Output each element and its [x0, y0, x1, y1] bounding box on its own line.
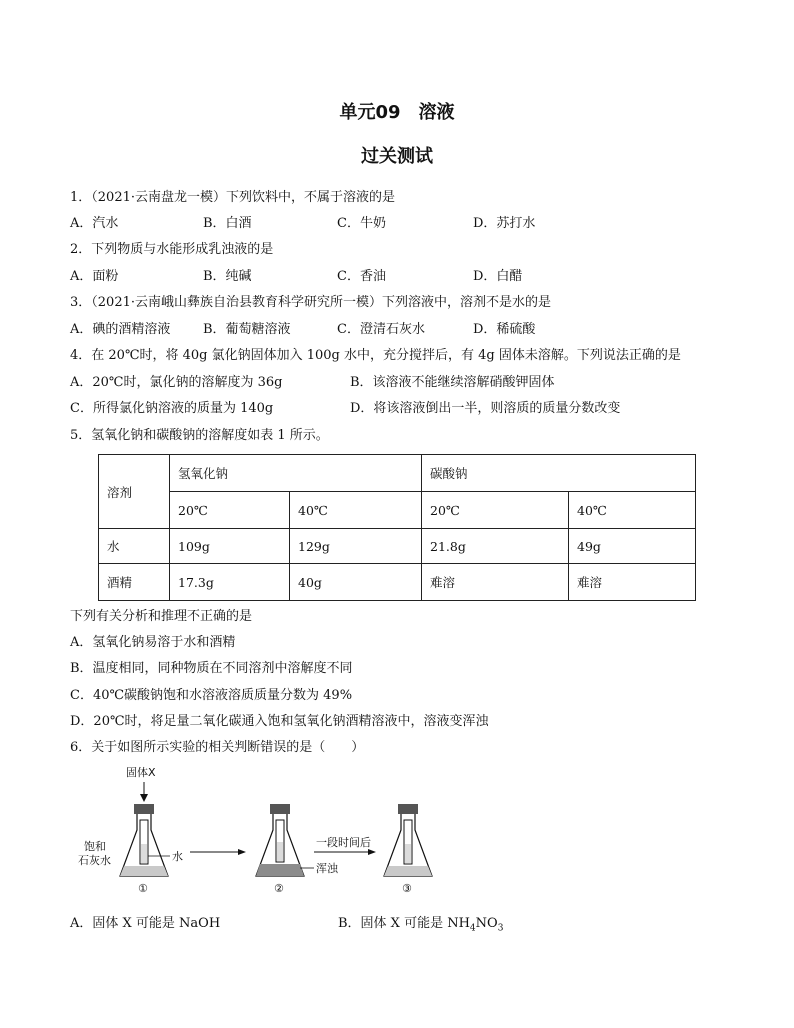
- table-row: [99, 564, 696, 601]
- solvent-header-cell: 溶剂: [99, 455, 170, 529]
- naoh-header-cell: 氢氧化钠: [170, 455, 422, 492]
- value-cell: 难溶: [569, 564, 696, 601]
- q4-option-d: D．将该溶液倒出一半，则溶质的质量分数改变: [350, 401, 621, 416]
- q5-option-d: D．20℃时，将足量二氧化碳通入饱和氢氧化钠酒精溶液中，溶液变浑浊: [70, 714, 489, 729]
- solid-arrow-head: [140, 794, 148, 802]
- table-temp-row: [99, 492, 696, 529]
- solubility-table: [98, 454, 696, 601]
- temp-cell: 40℃: [569, 492, 696, 529]
- q3-option-a: A．碘的酒精溶液: [70, 322, 171, 337]
- turbid-liquid: [256, 864, 304, 876]
- q4-option-b: B．该溶液不能继续溶解硝酸钾固体: [350, 375, 555, 390]
- limewater-liquid: [120, 866, 168, 876]
- q6-option-b-text: B．固体 X 可能是 NH: [338, 916, 470, 931]
- q4-option-c: C．所得氯化钠溶液的质量为 140g: [70, 401, 274, 416]
- tube-water: [405, 844, 411, 863]
- value-cell: 49g: [569, 529, 696, 564]
- time-label: 一段时间后: [316, 836, 371, 849]
- q5-option-b: B．温度相同，同种物质在不同溶剂中溶解度不同: [70, 661, 353, 676]
- q4-option-a: A．20℃时，氯化钠的溶解度为 36g: [70, 375, 283, 390]
- unit-title: 单元09 溶液: [339, 102, 455, 123]
- flask-2-label: ②: [274, 882, 284, 895]
- q6-option-b-text: NO: [475, 916, 498, 931]
- temp-cell: 20℃: [170, 492, 290, 529]
- flask-2: [256, 804, 339, 895]
- process-arrow-2-head: [368, 849, 376, 855]
- question-6-stem: 6．关于如图所示实验的相关判断错误的是（ ）: [70, 740, 365, 755]
- q3-option-c: C．澄清石灰水: [337, 322, 425, 337]
- tube-water: [277, 842, 283, 861]
- q2-option-a: A．面粉: [70, 269, 119, 284]
- value-cell: 难溶: [422, 564, 569, 601]
- flask-3-label: ③: [402, 882, 412, 895]
- q1-option-b: B．白酒: [203, 216, 252, 231]
- table-row: [99, 529, 696, 564]
- temp-cell: 20℃: [422, 492, 569, 529]
- q2-option-d: D．白醋: [473, 269, 523, 284]
- limewater-label-2: 石灰水: [78, 854, 111, 867]
- flask-1: [120, 804, 183, 895]
- stopper: [398, 804, 418, 814]
- na2co3-header-cell: 碳酸钠: [422, 455, 696, 492]
- experiment-diagram: [78, 764, 438, 904]
- flask-3: [384, 804, 432, 895]
- tube-water: [141, 844, 147, 863]
- q1-option-c: C．牛奶: [337, 216, 386, 231]
- stopper: [270, 804, 290, 814]
- stopper: [134, 804, 154, 814]
- value-cell: 21.8g: [422, 529, 569, 564]
- solid-x-label: 固体X: [126, 766, 156, 779]
- question-4-stem: 4．在 20℃时，将 40g 氯化钠固体加入 100g 水中，充分搅拌后，有 4g 固体未溶解。下列说法正确的是: [70, 348, 681, 363]
- solvent-cell: 酒精: [99, 564, 170, 601]
- table-header-row: [99, 455, 696, 492]
- value-cell: 129g: [290, 529, 422, 564]
- question-1-stem: 1．（2021·云南盘龙一模）下列饮料中，不属于溶液的是: [70, 190, 395, 205]
- q6-option-b: [338, 916, 503, 937]
- value-cell: 40g: [290, 564, 422, 601]
- question-5-stem: 5．氢氧化钠和碳酸钠的溶解度如表 1 所示。: [70, 428, 329, 443]
- q2-option-b: B．纯碱: [203, 269, 252, 284]
- flask-1-label: ①: [138, 882, 148, 895]
- process-arrow-1-head: [238, 849, 246, 855]
- solvent-cell: 水: [99, 529, 170, 564]
- q5-option-a: A．氢氧化钠易溶于水和酒精: [70, 635, 236, 650]
- q2-option-c: C．香油: [337, 269, 386, 284]
- clear-liquid: [384, 866, 432, 876]
- turbid-label: 浑浊: [316, 862, 338, 875]
- q5-option-c: C．40℃碳酸钠饱和水溶液溶质质量分数为 49%: [70, 688, 353, 703]
- q1-option-a: A．汽水: [70, 216, 119, 231]
- water-label: 水: [172, 850, 183, 863]
- question-2-stem: 2．下列物质与水能形成乳浊液的是: [70, 242, 274, 257]
- value-cell: 17.3g: [170, 564, 290, 601]
- q1-option-d: D．苏打水: [473, 216, 536, 231]
- q6-option-a: A．固体 X 可能是 NaOH: [70, 916, 221, 931]
- subscript: 4: [469, 923, 476, 934]
- q3-option-d: D．稀硫酸: [473, 322, 536, 337]
- test-title: 过关测试: [361, 146, 433, 167]
- q3-option-b: B．葡萄糖溶液: [203, 322, 291, 337]
- question-3-stem: 3．（2021·云南峨山彝族自治县教育科学研究所一模）下列溶液中，溶剂不是水的是: [70, 295, 551, 310]
- question-5-followup: 下列有关分析和推理不正确的是: [70, 609, 253, 624]
- value-cell: 109g: [170, 529, 290, 564]
- temp-cell: 40℃: [290, 492, 422, 529]
- subscript: 3: [497, 923, 504, 934]
- limewater-label-1: 饱和: [84, 840, 106, 853]
